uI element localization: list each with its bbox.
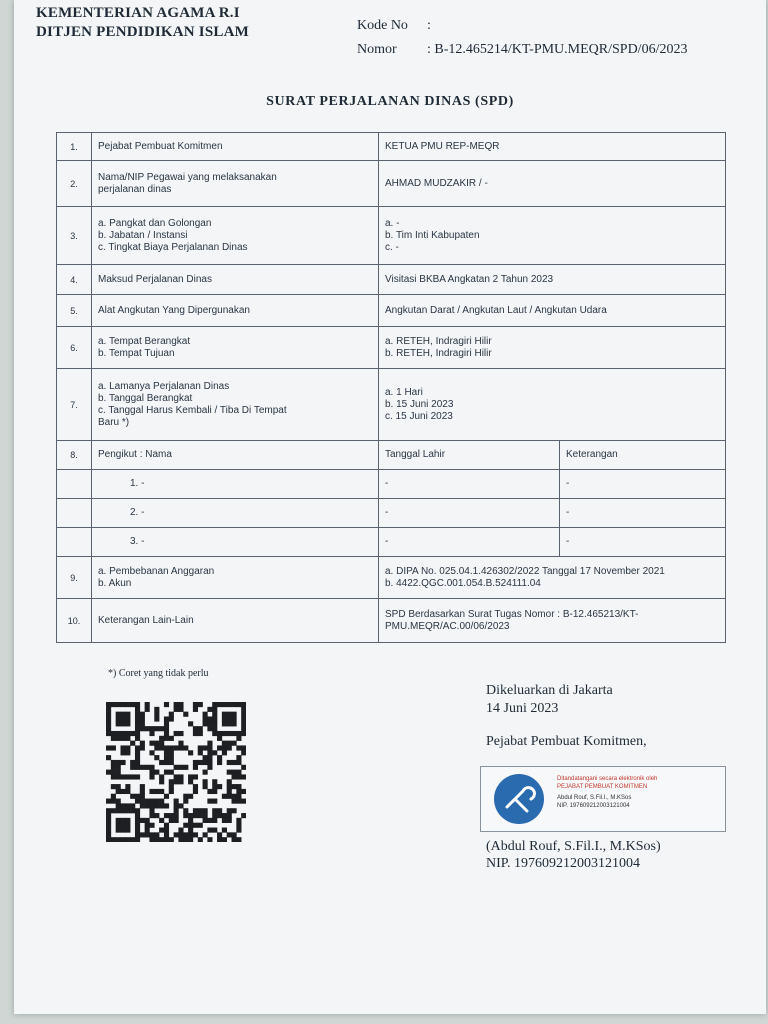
esign-line: Ditandatangani secara elektronik oleh: [557, 776, 658, 782]
row-value: [379, 327, 726, 369]
spd-table: [56, 132, 726, 643]
follower-note: -: [560, 470, 726, 499]
official-title: Pejabat Pembuat Komitmen,: [486, 734, 647, 749]
nomor-label: Nomor: [357, 42, 397, 57]
row-value: AHMAD MUDZAKIR / -: [379, 161, 726, 207]
nomor-value: : B-12.465214/KT-PMU.MEQR/SPD/06/2023: [427, 42, 688, 57]
row-number: 8.: [57, 441, 92, 470]
row-label: [92, 327, 379, 369]
follower-note: -: [560, 499, 726, 528]
table-row: [57, 207, 726, 265]
row-number: [57, 470, 92, 499]
issued-place: Dikeluarkan di Jakarta: [486, 683, 613, 698]
row-value-line: PMU.MEQR/AC.00/06/2023: [385, 620, 510, 632]
follower-dob: -: [379, 499, 560, 528]
kode-row: [357, 14, 687, 38]
row-number: 3.: [57, 207, 92, 265]
issued-block: [486, 682, 613, 718]
signatory-name: (Abdul Rouf, S.Fil.I., M.KSos): [486, 839, 661, 854]
row-number: 10.: [57, 599, 92, 643]
row-value: [379, 369, 726, 441]
row-label: Pengikut : Nama: [92, 441, 379, 470]
row-number: 6.: [57, 327, 92, 369]
row-value-line: b. Tim Inti Kabupaten: [385, 229, 480, 241]
esignature-text: [557, 775, 657, 810]
row-label: [92, 161, 379, 207]
row-number: 5.: [57, 295, 92, 327]
table-row: [57, 557, 726, 599]
table-row: [57, 295, 726, 327]
row-label-line: b. Jabatan / Instansi: [98, 229, 188, 241]
follower-dob: -: [379, 470, 560, 499]
table-row: [57, 528, 726, 557]
row-label: Maksud Perjalanan Dinas: [92, 265, 379, 295]
kode-separator: :: [427, 18, 431, 33]
row-label: [92, 369, 379, 441]
footnote: *) Coret yang tidak perlu: [108, 668, 209, 679]
row-label-line: a. Tempat Berangkat: [98, 335, 191, 347]
row-label: Keterangan Lain-Lain: [92, 599, 379, 643]
row-number: [57, 499, 92, 528]
row-value-line: b. 4422.QGC.001.054.B.524111.04: [385, 577, 541, 589]
row-label: [92, 207, 379, 265]
esignature-box: [480, 766, 726, 832]
nomor-row: [357, 38, 687, 62]
row-label-line: a. Lamanya Perjalanan Dinas: [98, 380, 230, 392]
table-row: [57, 499, 726, 528]
row-label: Alat Angkutan Yang Dipergunakan: [92, 295, 379, 327]
follower-name: 1. -: [92, 470, 379, 499]
row-value-line: a. 1 Hari: [385, 386, 423, 398]
row-number: 2.: [57, 161, 92, 207]
table-row: [57, 161, 726, 207]
table-row: [57, 470, 726, 499]
follower-note: -: [560, 528, 726, 557]
esign-line: NIP. 197609212003121004: [557, 803, 630, 809]
row-value-line: a. RETEH, Indragiri Hilir: [385, 335, 492, 347]
row-label-line: b. Akun: [98, 577, 132, 589]
row-number: 1.: [57, 133, 92, 161]
esign-seal-icon: [493, 773, 545, 825]
table-row: [57, 441, 726, 470]
kode-label: Kode No: [357, 18, 408, 33]
table-row: [57, 265, 726, 295]
row-value-line: b. 15 Juni 2023: [385, 398, 454, 410]
row-value: Angkutan Darat / Angkutan Laut / Angkutan Udara: [379, 295, 726, 327]
row-value-line: a. -: [385, 217, 400, 229]
row-label-line: Baru *): [98, 416, 130, 428]
table-row: [57, 599, 726, 643]
row-number: 7.: [57, 369, 92, 441]
row-number: [57, 528, 92, 557]
row-label-line: perjalanan dinas: [98, 183, 172, 195]
row-label-line: b. Tanggal Berangkat: [98, 392, 193, 404]
reference-block: [357, 14, 687, 62]
directorate-name: DITJEN PENDIDIKAN ISLAM: [36, 24, 249, 40]
row-value-line: b. RETEH, Indragiri Hilir: [385, 347, 492, 359]
row-label-line: b. Tempat Tujuan: [98, 347, 175, 359]
esign-line: Abdul Rouf, S.Fil.I., M.KSos: [557, 795, 632, 801]
follower-name: 2. -: [92, 499, 379, 528]
signatory-nip: NIP. 197609212003121004: [486, 856, 641, 871]
table-row: [57, 369, 726, 441]
issued-date: 14 Juni 2023: [486, 701, 559, 716]
row-value: [379, 599, 726, 643]
row-label: Pejabat Pembuat Komitmen: [92, 133, 379, 161]
row-number: 4.: [57, 265, 92, 295]
follower-dob: -: [379, 528, 560, 557]
document-page: [14, 0, 766, 1014]
row-value: Visitasi BKBA Angkatan 2 Tahun 2023: [379, 265, 726, 295]
row-value-line: c. 15 Juni 2023: [385, 410, 453, 422]
row-label-line: a. Pangkat dan Golongan: [98, 217, 212, 229]
document-title: SURAT PERJALANAN DINAS (SPD): [266, 94, 514, 109]
follower-name: 3. -: [92, 528, 379, 557]
qr-code-icon: [106, 702, 246, 842]
column-header-keterangan: Keterangan: [560, 441, 726, 470]
row-value: [379, 207, 726, 265]
row-label-line: c. Tanggal Harus Kembali / Tiba Di Tempat: [98, 404, 287, 416]
row-number: 9.: [57, 557, 92, 599]
row-value: KETUA PMU REP-MEQR: [379, 133, 726, 161]
table-row: [57, 327, 726, 369]
signatory-block: [486, 838, 661, 872]
row-label-line: c. Tingkat Biaya Perjalanan Dinas: [98, 241, 248, 253]
row-value-line: a. DIPA No. 025.04.1.426302/2022 Tanggal 17 November 2021: [385, 565, 665, 577]
row-label: [92, 557, 379, 599]
row-value: [379, 557, 726, 599]
esign-line: PEJABAT PEMBUAT KOMITMEN: [557, 784, 648, 790]
row-value-line: SPD Berdasarkan Surat Tugas Nomor : B-12.465213/KT-: [385, 608, 639, 620]
column-header-dob: Tanggal Lahir: [379, 441, 560, 470]
ministry-name: KEMENTERIAN AGAMA R.I: [36, 5, 240, 21]
row-value-line: c. -: [385, 241, 399, 253]
letterhead: [36, 4, 249, 42]
row-label-line: a. Pembebanan Anggaran: [98, 565, 215, 577]
table-row: [57, 133, 726, 161]
row-label-line: Nama/NIP Pegawai yang melaksanakan: [98, 171, 277, 183]
